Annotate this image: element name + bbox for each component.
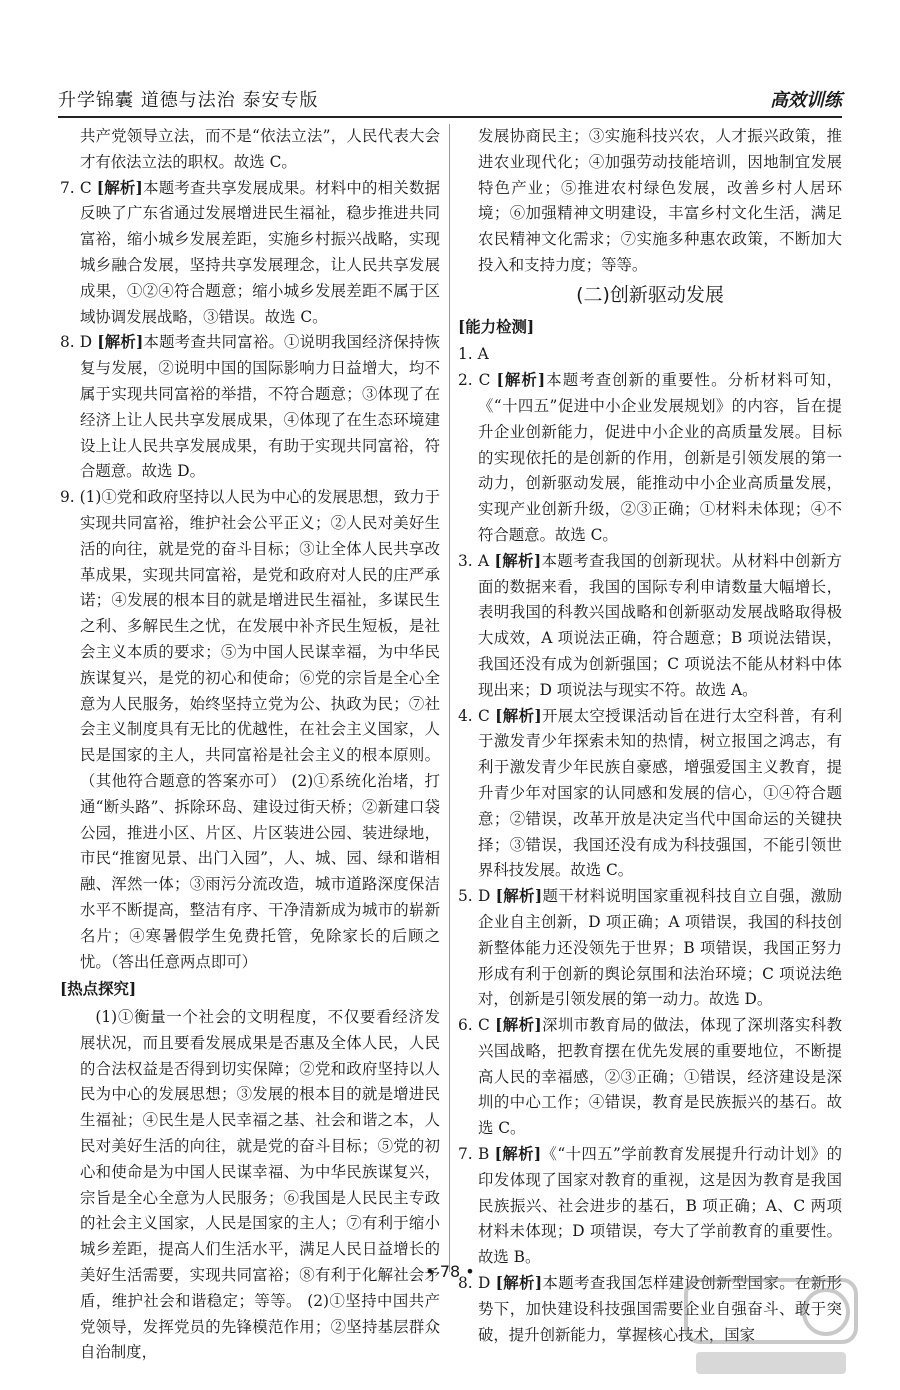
book-title: 升学锦囊 道德与法治 泰安专版 [58,90,319,111]
hot-topic-heading: [热点探究] [60,980,137,999]
section-label: 高效训练 [770,90,842,111]
section-title: (二)创新驱动发展 [576,283,724,306]
page-number: • 78 • [425,1262,475,1281]
column-divider [449,124,450,1272]
answer-4: 4. C [解析]开展太空授课活动旨在进行太空科普，有利于激发青少年探索未知的热情，树立报国之鸿志，有利于激发青少年民族自豪感，增强爱国主义教育，提升青少年对国家的认同感和发展的信心，①④符合题意；②错误，改革开放是决定当代中国命运的关键抉择；③错误，我国还没有成为科技强国，不能引领世界科技发展。故选 C。 [458,706,842,880]
header-rule [58,116,842,118]
answer-6: 6. C [解析]深圳市教育局的做法，体现了深圳落实科教兴国战略，把教育摆在优先发展的重要地位，不断提高人民的幸福感，②③正确；①错误，经济建设是深圳的中心工作；④错误，教育是民族振兴的基石。故选 C。 [458,1016,842,1138]
answer-3: 3. A [解析]本题考查我国的创新现状。从材料中创新方面的数据来看，我国的国际专利申请数量大幅增长，表明我国的科教兴国战略和创新驱动发展战略取得极大成效，A 项说法正确，符合题意；B 项说法错误，我国还没有成为创新强国；C 项说法不能从材料中体现出来；D 项说法与现实不符。故选 A。 [458,551,842,699]
answer-5: 5. D [解析]题干材料说明国家重视科技自立自强，激励企业自主创新，D 项正确；A 项错误，我国的科技创新整体能力还没领先于世界；B 项错误，我国正努力形成有利于创新的舆论氛围和法治环境；C 项说法绝对，创新是引领发展的第一动力。故选 D。 [458,887,842,1009]
ability-heading: [能力检测] [458,317,535,336]
answer-8: 8. D [解析]本题考查共同富裕。①说明我国经济保持恢复与发展，②说明中国的国际影响力日益增大，均不属于实现共同富裕的举措，不符合题意；③体现了在经济上让人民共享发展成果，④体现了在生态环境建设上让人民共享发展成果，有助于实现共同富裕，符合题意。故选 D。 [60,333,440,481]
answer-2: 2. C [解析]本题考查创新的重要性。分析材料可知，《“十四五”促进中小企业发展规划》的内容，旨在提升企业创新能力，促进中小企业的高质量发展。目标的实现依托的是创新的作用，创新是引领发展的第一动力，创新驱动发展，能推动中小企业高质量发展，实现产业创新升级，②③正确；①材料未体现；④不符合题意。故选 C。 [458,371,842,544]
hot-topic-continuation: 发展协商民主；③实施科技兴农，人才振兴政策，推进农业现代化；④加强劳动技能培训，因地制宜发展特色产业；⑤推进农村绿色发展，改善乡村人居环境；⑥加强精神文明建设，丰富乡村文化生活，满足农民精神文化需求；⑦实施多种惠农政策，不断加大投入和支持力度；等等。 [478,127,842,274]
page-header [58,86,842,112]
answer-8: 8. D [解析]本题考查我国怎样建设创新型国家。在新形势下，加快建设科技强国需要企业自强奋斗、敢于突破，提升创新能力，掌握核心技术，国家 [458,1274,842,1344]
watermark-logo [676,1272,866,1382]
right-column [458,124,842,1344]
answer-1: 1. A [458,345,489,364]
answer-continuation: 共产党领导立法，而不是“依法立法”，人民代表大会才有依法立法的职权。故选 C。 [80,127,440,171]
answer-7: 7. C [解析]本题考查共享发展成果。材料中的相关数据反映了广东省通过发展增进民生福祉，稳步推进共同富裕，缩小城乡发展差距，实施乡村振兴战略，实现城乡融合发展，坚持共享发展理念，让人民共享发展成果，①②④符合题意；缩小城乡发展差距不属于区域协调发展战略，③错误。故选 C。 [60,178,440,326]
left-column [60,124,440,1362]
answer-9: 9. (1)①党和政府坚持以人民为中心的发展思想，致力于实现共同富裕，维护社会公平正义；②人民对美好生活的向往，就是党的奋斗目标；③让全体人民共享改革成果，实现共同富裕，是党和政府对人民的庄严承诺；④发展的根本目的就是增进民生福祉，多谋民生之利、多解民生之忧，在发展中补齐民生短板，是社会主义本质的要求；⑤为中国人民谋幸福，为中华民族谋复兴，是党的初心和使命；⑥党的宗旨是全心全意为人民服务，始终坚持立党为公、执政为民；⑦社会主义制度具有无比的优越性，在社会主义国家，人民是国家的主人，共同富裕是社会主义的根本原则。（其他符合题意的答案亦可） (2)①系统化治堵，打通“断头路”、拆除环岛、建设过街天桥；②新建口袋公园，推进小区、片区、片区装进公园、装进绿地，市民“推窗见景、出门入园”，人、城、园、绿和谐相融、浑然一体；③雨污分流改造，城市道路深度保洁水平不断提高，整洁有序、干净清新成为城市的崭新名片；④寒暑假学生免费托管，免除家长的后顾之忧。（答出任意两点即可） [60,488,440,971]
hot-topic-answer: (1)①衡量一个社会的文明程度，不仅要看经济发展状况，而且要看发展成果是否惠及全体人民，人民的合法权益是否得到切实保障；②党和政府坚持以人民为中心的发展思想；③发展的根本目的就是增进民生福祉；④民生是人民幸福之基、社会和谐之本，人民对美好生活的向往，就是党的奋斗目标；⑤党的初心和使命是为中国人民谋幸福、为中华民族谋复兴，宗旨是全心全意为人民服务；⑥我国是人民民主专政的社会主义国家，人民是国家的主人；⑦有利于缩小城乡差距，提高人们生活水平，满足人民日益增长的美好生活需要，实现共同富裕；⑧有利于化解社会矛盾，维护社会和谐稳定；等等。 (2)①坚持中国共产党领导，发挥党员的先锋模范作用；②坚持基层群众自治制度， [80,1008,440,1362]
answer-7: 7. B [解析]《“十四五”学前教育发展提升行动计划》的印发体现了国家对教育的重视，这是因为教育是我国民族振兴、社会进步的基石，B 项正确；A、C 两项材料未体现；D 项错误，夸大了学前教育的重要性。故选 B。 [458,1145,842,1267]
